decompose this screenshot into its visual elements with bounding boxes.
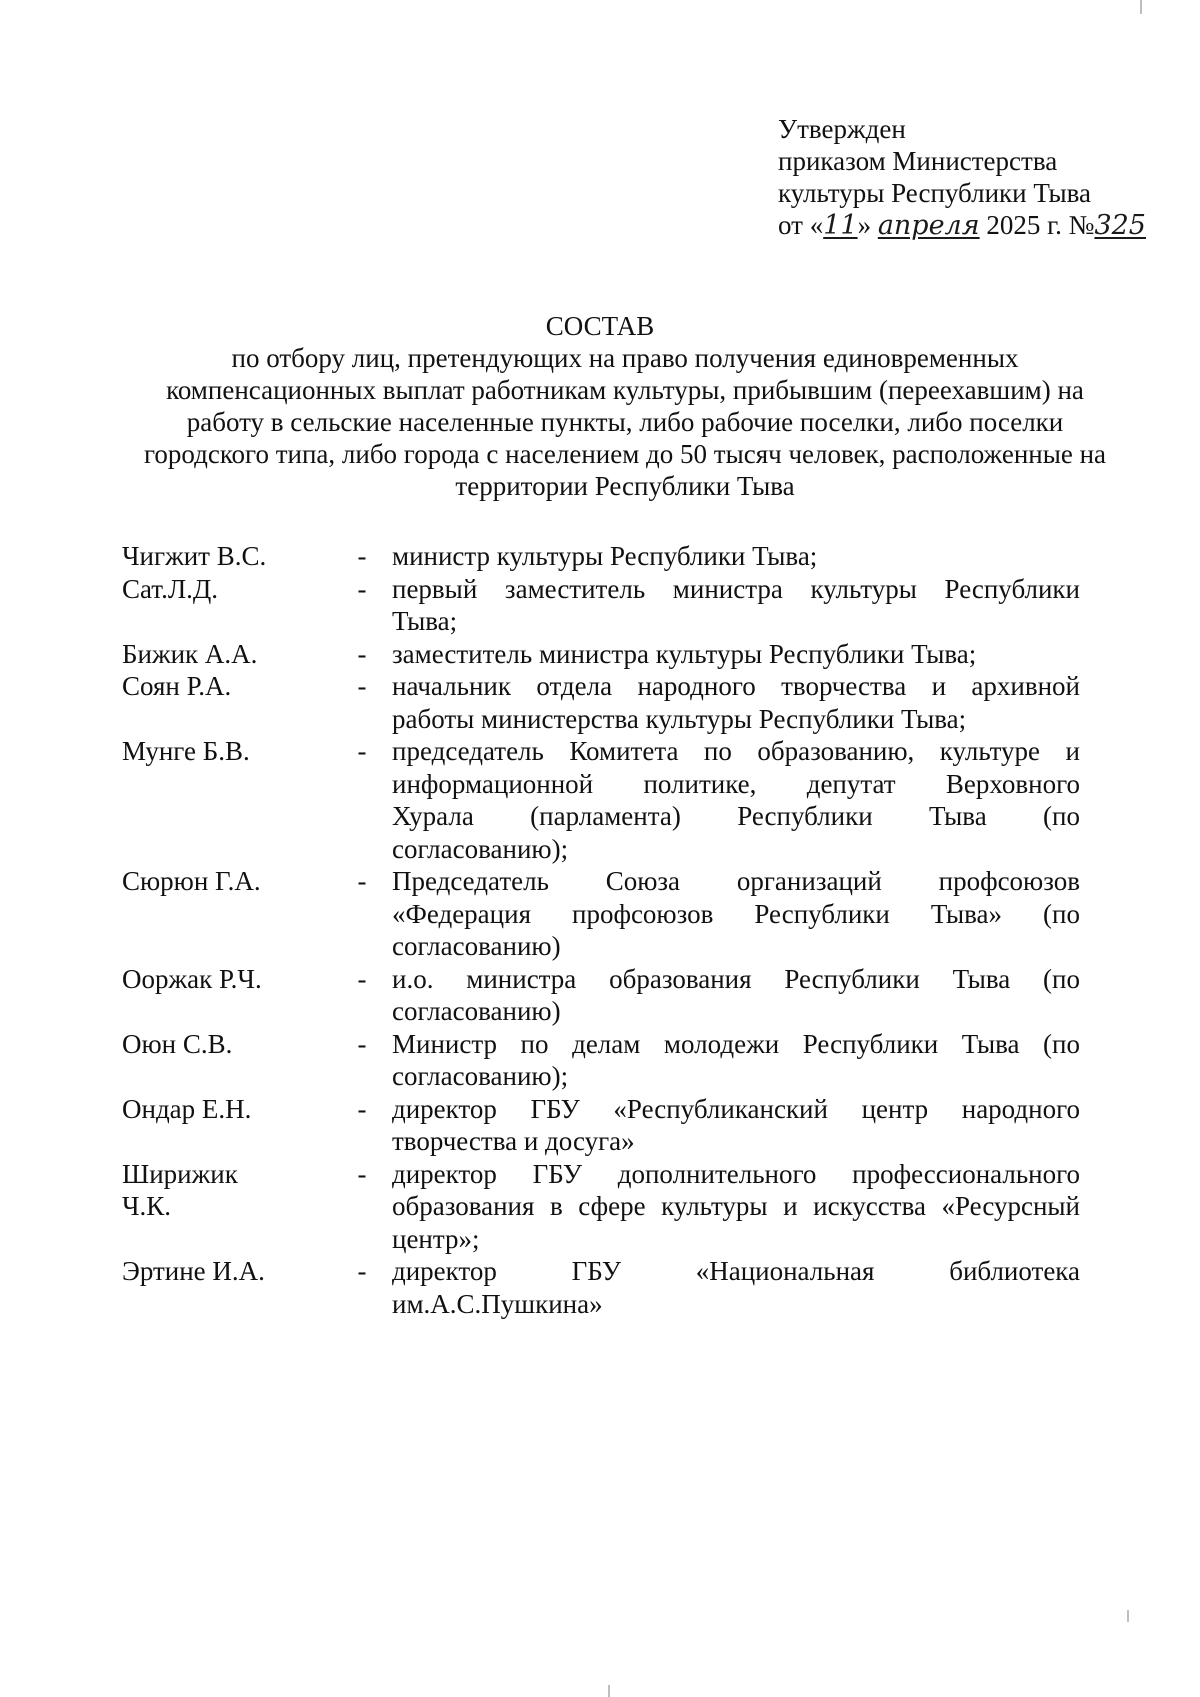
member-dash: - [357,1028,367,1059]
member-name-line: Оюн С.В. [122,1028,233,1059]
member-role-line: образования в сфере культуры и искусства «Ресурсный [392,1191,1080,1221]
member-role [392,573,1080,638]
member-name [122,1028,332,1061]
member-name-line: Ширижик [122,1158,238,1189]
member-row [122,573,1080,638]
member-dash: - [357,638,367,669]
member-name [122,735,332,768]
document-subtitle [120,342,1130,502]
member-role-line: начальник отдела народного творчества и архивной [392,671,1080,701]
member-role-line: Хурала (парламента) Республики Тыва (по [392,801,1080,831]
subtitle-line: компенсационных выплат работникам культуры, прибывшим (переехавшим) на [166,375,1084,405]
subtitle-line: территории Республики Тыва [455,471,795,501]
member-role [392,1158,1080,1256]
member-row [122,963,1080,1028]
member-name-line: Бижик А.А. [122,638,258,669]
approval-line-2: приказом Министерства [778,146,1058,176]
member-role-line: согласованию) [392,996,561,1026]
member-name [122,865,332,898]
member-name [122,1158,332,1223]
member-role-line: «Федерация профсоюзов Республики Тыва» (по [392,898,1080,929]
member-dash: - [357,671,367,701]
document-title: СОСТАВ [545,311,655,341]
member-role-line: Председатель Союза организаций профсоюзов [392,866,1080,896]
handwritten-day: 11 [823,210,858,241]
date-mid: » [857,210,878,240]
member-dash: - [357,866,367,896]
member-row [122,1255,1080,1320]
member-name [122,1255,332,1288]
member-dash: - [357,1256,367,1286]
member-dash: - [357,573,367,604]
member-role-line: председатель Комитета по образованию, культуре и [392,736,1080,766]
member-role [392,963,1080,1028]
member-row [122,1093,1080,1158]
member-row [122,735,1080,865]
member-role-line: согласованию); [392,1061,569,1091]
member-role-line: согласованию) [392,931,561,961]
scan-artifact [1140,0,1142,14]
member-role-line: директор ГБУ дополнительного профессионального [392,1158,1080,1189]
member-role [392,540,1080,573]
member-row [122,638,1080,671]
member-name [122,670,332,703]
member-name-line: Ч.К. [122,1191,172,1221]
member-role-line: информационной политике, депутат Верховного [392,768,1080,799]
member-role [392,865,1080,963]
member-role-line: работы министерства культуры Республики Тыва; [392,703,967,734]
member-role-line: центр»; [392,1223,480,1254]
member-row [122,1028,1080,1093]
member-role [392,1255,1080,1320]
member-role-line: директор ГБУ «Республиканский центр народного [392,1093,1080,1124]
member-name-line: Соян Р.А. [122,671,232,701]
approval-line-3: культуры Республики Тыва [778,178,1092,208]
handwritten-order-number: 325 [1094,210,1146,241]
member-name-line: Сат.Л.Д. [122,573,219,604]
member-role-line: заместитель министра культуры Республики Тыва; [392,638,977,669]
member-name-line: Чигжит В.С. [122,541,267,571]
member-role-line: первый заместитель министра культуры Республики [392,573,1080,604]
member-role [392,670,1080,735]
member-role-line: Министр по делам молодежи Республики Тыва (по [392,1028,1080,1059]
member-name-line: Сюрюн Г.А. [122,866,261,896]
member-row [122,865,1080,963]
member-name [122,963,332,996]
member-row [122,1158,1080,1256]
member-dash: - [357,1093,367,1124]
member-role [392,638,1080,671]
member-role [392,1028,1080,1093]
member-dash: - [357,963,367,994]
member-role-line: и.о. министра образования Республики Тыва (по [392,963,1080,994]
member-role-line: согласованию); [392,833,569,864]
member-name [122,638,332,671]
member-row [122,540,1080,573]
date-prefix: от « [778,210,824,240]
member-role-line: творчества и досуга» [392,1126,635,1156]
member-role-line: им.А.С.Пушкина» [392,1288,603,1319]
date-year: 2025 г. № [979,210,1095,240]
member-dash: - [357,736,367,766]
subtitle-line: городского типа, либо города с населением до 50 тысяч человек, расположенные на [143,439,1107,469]
approval-date-line [778,209,1146,242]
member-role [392,735,1080,865]
member-role-line: директор ГБУ «Национальная библиотека [392,1256,1080,1286]
scan-artifact [1127,1610,1129,1622]
subtitle-line: работу в сельские населенные пункты, либо рабочие поселки, либо поселки [186,407,1064,437]
member-name-line: Мунге Б.В. [122,736,250,766]
member-name-line: Ондар Е.Н. [122,1093,252,1124]
member-name-line: Ооржак Р.Ч. [122,963,262,994]
member-role [392,1093,1080,1158]
member-dash: - [357,1158,367,1189]
member-row [122,670,1080,735]
member-role-line: министр культуры Республики Тыва; [392,541,818,571]
member-dash: - [357,541,367,571]
handwritten-month: апреля [877,210,980,241]
approval-line-1: Утвержден [778,114,906,144]
member-name [122,573,332,606]
member-name-line: Эртине И.А. [122,1256,265,1286]
members-list [122,540,1080,1320]
approval-block [778,113,1146,242]
member-name [122,540,332,573]
member-role-line: Тыва; [392,606,458,636]
scan-artifact [608,1685,610,1697]
member-name [122,1093,332,1126]
subtitle-line: по отбору лиц, претендующих на право получения единовременных [231,343,1019,373]
